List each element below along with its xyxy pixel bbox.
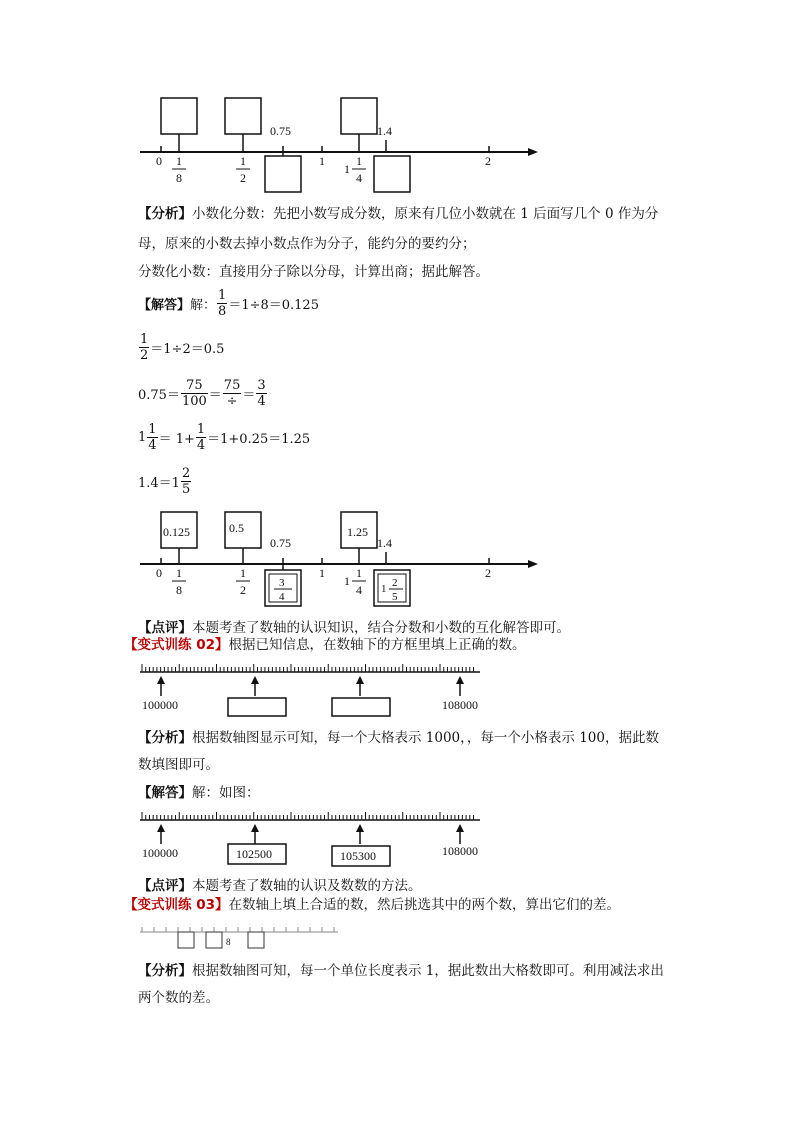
fraction: $\frac{3}{4}$ (257, 378, 266, 409)
analysis-2-line2: 数填图即可。 (138, 757, 219, 773)
axis-left-label: 100000 (142, 698, 178, 712)
fraction: $\frac{2}{5}$ (181, 466, 191, 497)
tick-label: 0.75 (270, 124, 291, 138)
equals: ＝ (242, 388, 256, 403)
frac-den: 8 (176, 583, 182, 597)
answer-1-eq2 (138, 332, 224, 363)
axis-right-label: 108000 (442, 844, 478, 858)
equation-rest: ＝1÷8＝0.125 (228, 298, 319, 313)
box-value: 0.125 (163, 525, 190, 539)
answer-box[interactable] (178, 932, 194, 948)
number-line-5-svg (138, 920, 348, 952)
frac-den: 4 (356, 171, 362, 185)
answer-box[interactable] (248, 932, 264, 948)
tick-label: 0 (156, 566, 162, 580)
box-value: 105300 (340, 849, 376, 863)
equation-lead: 1.4＝1 (138, 476, 180, 491)
frac-num: 1 (240, 154, 246, 168)
answer-1-eq4 (138, 422, 310, 453)
number-line-3-svg (136, 660, 486, 720)
comment-text: 本题考查了数轴的认识知识，结合分数和小数的互化解答即可。 (192, 620, 570, 636)
answer-2 (138, 783, 260, 803)
answer-tag: 【解答】 (138, 785, 192, 801)
number-line-2 (130, 506, 550, 614)
number-line-4 (136, 808, 486, 872)
frac-den: 2 (240, 171, 246, 185)
analysis-text: 小数化分数：先把小数写成分数，原来有几位小数就在 1 后面写几个 0 作为分 (192, 206, 659, 222)
frac-den: 5 (392, 591, 398, 603)
mixed-whole: 1 (344, 162, 350, 176)
tick-label: 1 (319, 154, 325, 168)
frac-num: 1 (356, 154, 362, 168)
analysis-tag: 【分析】 (138, 206, 192, 222)
analysis-text: 根据数轴图显示可知，每一个大格表示 1000，，每一个小格表示 100，据此数 (192, 730, 659, 746)
tick-label: 2 (485, 566, 491, 580)
analysis-3-line1 (138, 961, 664, 981)
frac-num: 2 (392, 577, 398, 589)
mixed-whole: 1 (138, 430, 147, 445)
frac-num: 1 (176, 566, 182, 580)
fraction: $\frac{1}{4}$ (148, 422, 157, 453)
answer-box[interactable] (374, 156, 410, 192)
frac-num: 1 (176, 154, 182, 168)
box-value: 0.5 (229, 521, 244, 535)
tick-label: 1.4 (377, 124, 392, 138)
box-value: 1.25 (347, 525, 368, 539)
frac-den: 4 (356, 583, 362, 597)
answer-box[interactable] (341, 98, 377, 134)
answer-box[interactable] (332, 698, 390, 716)
analysis-tag: 【分析】 (138, 963, 192, 979)
comment-2 (138, 876, 422, 896)
exercise-text: 根据已知信息，在数轴下的方框里填上正确的数。 (228, 637, 526, 653)
equation-mid: ＝ 1+ (158, 432, 195, 447)
axis-left-label: 100000 (142, 846, 178, 860)
exercise-text: 在数轴上填上合适的数，然后挑选其中的两个数，算出它们的差。 (228, 897, 620, 913)
analysis-tag: 【分析】 (138, 730, 192, 746)
equation-rest: ＝1÷2＝0.5 (150, 342, 225, 357)
answer-box[interactable] (265, 156, 301, 192)
answer-1-eq5 (138, 466, 192, 497)
tick-label: 0 (156, 154, 162, 168)
fraction: $\frac{1}{4}$ (196, 422, 206, 453)
number-line-1 (130, 92, 550, 197)
mixed-whole: 1 (381, 583, 387, 595)
analysis-2-line1 (138, 728, 659, 748)
answer-text: 解：如图： (192, 785, 260, 801)
number-line-1-svg (130, 92, 550, 197)
analysis-1-line1 (138, 204, 658, 224)
number-line-2-svg (130, 506, 550, 610)
tick-label: 8 (226, 937, 231, 947)
fraction: $\frac{1}{8}$ (218, 288, 227, 319)
answer-box[interactable] (206, 932, 222, 948)
equals: ＝ (208, 388, 222, 403)
number-line-5 (138, 920, 348, 956)
answer-1-eq3 (138, 378, 268, 409)
frac-den: 4 (279, 591, 285, 603)
exercise-tag: 【变式训练 02】 (124, 637, 229, 653)
frac-den: 2 (240, 583, 246, 597)
tick-label: 0.75 (270, 536, 291, 550)
exercise-tag: 【变式训练 03】 (124, 897, 229, 913)
answer-1-eq1 (138, 288, 319, 319)
number-line-3 (136, 660, 486, 724)
analysis-text: 根据数轴图可知，每一个单位长度表示 1，据此数出大格数即可。利用减法求出 (192, 963, 664, 979)
equation-rest: ＝1+0.25＝1.25 (207, 432, 311, 447)
answer-prefix: 解： (190, 298, 217, 313)
axis-right-label: 108000 (442, 698, 478, 712)
comment-text: 本题考查了数轴的认识及数数的方法。 (192, 878, 422, 894)
analysis-1-line2: 母，原来的小数去掉小数点作为分子，能约分的要约分； (138, 236, 476, 252)
frac-num: 1 (240, 566, 246, 580)
frac-num: 3 (279, 577, 285, 589)
fraction: $\frac{75}{\div}$ (223, 378, 241, 409)
fraction: $\frac{1}{2}$ (140, 332, 149, 363)
analysis-3-line2: 两个数的差。 (138, 990, 219, 1006)
analysis-1-line3: 分数化小数：直接用分子除以分母，计算出商；据此解答。 (138, 264, 489, 280)
frac-den: 8 (176, 171, 182, 185)
exercise-03-prompt (124, 895, 620, 915)
mixed-whole: 1 (344, 574, 350, 588)
comment-tag: 【点评】 (138, 620, 192, 636)
equation-lead: 0.75＝ (138, 388, 180, 403)
number-line-4-svg (136, 808, 486, 868)
comment-tag: 【点评】 (138, 878, 192, 894)
box-value: 102500 (236, 847, 272, 861)
exercise-02-prompt (124, 635, 526, 655)
frac-num: 1 (356, 566, 362, 580)
tick-label: 1 (319, 566, 325, 580)
fraction: $\frac{75}{100}$ (181, 378, 207, 409)
answer-box[interactable] (228, 698, 286, 716)
tick-label: 2 (485, 154, 491, 168)
answer-box[interactable] (161, 98, 197, 134)
answer-tag: 【解答】 (138, 298, 191, 313)
tick-label: 1.4 (377, 536, 392, 550)
answer-box[interactable] (225, 98, 261, 134)
